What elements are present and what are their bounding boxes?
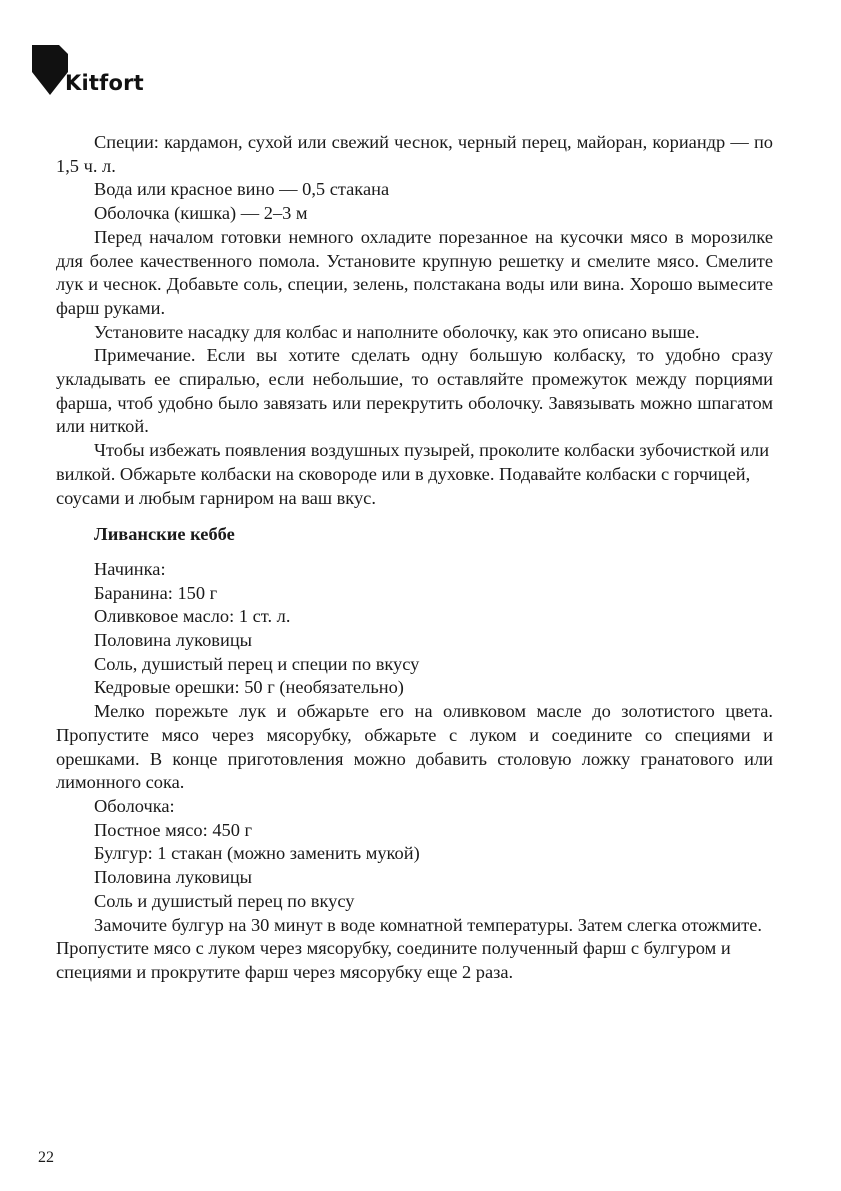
paragraph: Мелко порежьте лук и обжарьте его на оливковом масле до золотистого цвета. Пропустите мясо через мясорубку, обжарьте с луком и соедините со специями и орешками. В конце приготовления можно добавить столовую ложку гранатового или лимонного сока. <box>56 701 773 793</box>
paragraph: Начинка: <box>94 558 166 579</box>
paragraph: Половина луковицы <box>94 867 253 888</box>
page-number: 22 <box>38 1149 54 1166</box>
paragraph: Оливковое масло: 1 ст. л. <box>94 606 291 627</box>
paragraph: Вода или красное вино — 0,5 стакана <box>94 179 390 200</box>
paragraph: Половина луковицы <box>94 630 253 651</box>
paragraph: Оболочка (кишка) — 2–3 м <box>94 203 308 224</box>
paragraph: Соль и душистый перец по вкусу <box>94 890 355 911</box>
kitfort-logo-icon <box>32 45 68 97</box>
paragraph: Установите насадку для колбас и наполните оболочку, как это описано выше. <box>94 321 700 342</box>
paragraph: Булгур: 1 стакан (можно заменить мукой) <box>94 843 420 864</box>
paragraph: Примечание. Если вы хотите сделать одну большую колбаску, то удобно сразу укладывать ее спиралью, если небольшие, то оставляйте промежуток между порциями фарша, чтоб удобно было завязать или перекрутить оболочку. Завязывать можно шпагатом или ниткой. <box>56 345 773 437</box>
paragraph: Баранина: 150 г <box>94 582 218 603</box>
recipe-heading: Ливанские кеббе <box>94 524 235 545</box>
brand-logo <box>32 45 162 100</box>
paragraph: Оболочка: <box>94 795 175 816</box>
brand-name: Kitfort <box>65 71 144 95</box>
paragraph: Кедровые орешки: 50 г (необязательно) <box>94 677 404 698</box>
paragraph: Чтобы избежать появления воздушных пузырей, проколите колбаски зубочисткой или вилкой. Обжарьте колбаски на сковороде или в духовке. Подавайте колбаски с горчицей, соусами и любым гарниром на ваш вкус. <box>56 440 770 508</box>
paragraph: Постное мясо: 450 г <box>94 819 253 840</box>
paragraph: Специи: кардамон, сухой или свежий чеснок, черный перец, майоран, кориандр — по 1,5 ч. л. <box>56 132 773 176</box>
paragraph: Перед началом готовки немного охладите порезанное на кусочки мясо в морозилке для более качественного помола. Установите крупную решетку и смелите мясо. Смелите лук и чеснок. Добавьте соль, специи, зелень, полстакана воды или вина. Хорошо вымесите фарш руками. <box>56 226 773 318</box>
recipe-text <box>56 131 773 985</box>
paragraph: Замочите булгур на 30 минут в воде комнатной температуры. Затем слегка отожмите. Пропустите мясо с луком через мясорубку, соедините полученный фарш с булгуром и специями и прокрутите фарш через мясорубку еще 2 раза. <box>56 914 762 982</box>
paragraph: Соль, душистый перец и специи по вкусу <box>94 653 420 674</box>
